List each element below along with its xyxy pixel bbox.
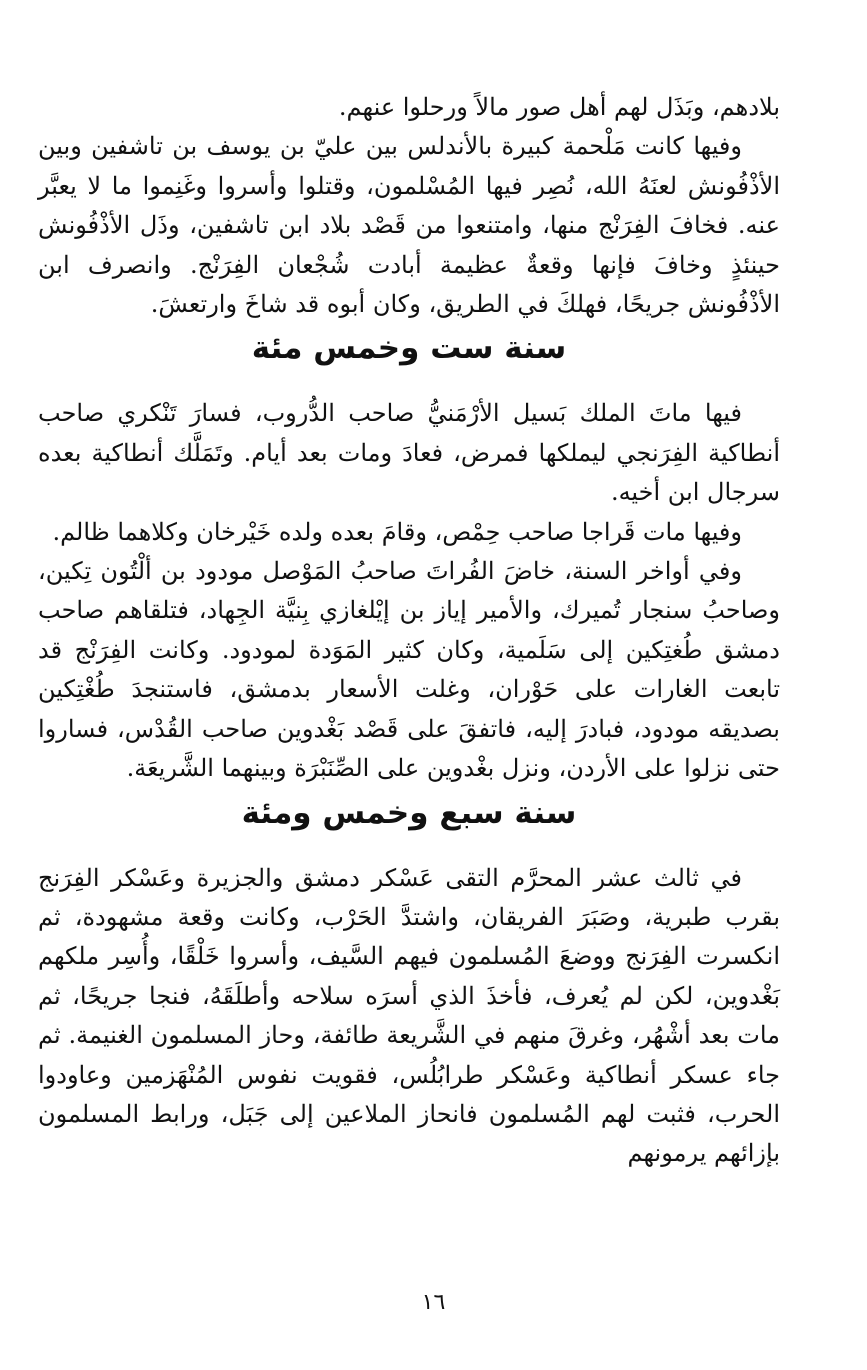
paragraph-basil-death: فيها ماتَ الملك بَسيل الأرْمَنيُّ صاحب الدُّروب، فسارَ تَنْكري صاحب أنطاكية الفِرَنجي ليملكها فمرض، فعادَ ومات بعد أيام. وتَمَلَّك أنطاكية بعده سرجال ابن أخيه. bbox=[38, 399, 780, 507]
page-body bbox=[38, 88, 780, 1174]
page-number: ١٦ bbox=[421, 1290, 446, 1315]
paragraph-tiberias-battle: في ثالث عشر المحرَّم التقى عَسْكر دمشق والجزيرة وعَسْكر الفِرَنج بقرب طبرية، وصَبَرَ الفريقان، واشتدَّ الحَرْب، وكانت وقعة مشهودة، ثم انكسرت الفِرَنج ووضعَ المُسلمون فيهم السَّيف، وأسروا خَلْقًا، وأُسِر ملكهم بَغْدوين، لكن لم يُعرف، فأخذَ الذي أسرَه سلاحه وأطلَقَهُ، فنجا جريحًا، ثم مات بعد أشْهُر، وغرقَ منهم في الشَّريعة طائفة، وحاز المسلمون الغنيمة. ثم جاء عسكر أنطاكية وعَسْكر طرابُلُس، فقويت نفوس المُنْهَزمين وعاودوا الحرب، فثبت لهم المُسلمون فانحاز الملاعين إلى جَبَل، ورابط المسلمون بإزائهم يرمونهم bbox=[38, 863, 780, 1168]
paragraph-andalus-battle: وفيها كانت مَلْحمة كبيرة بالأندلس بين عليّ بن يوسف بن تاشفين وبين الأذْفُونش لعنَهُ الله، نُصِر فيها المُسْلمون، وقتلوا وأسروا وغَنِموا ما لا يعبَّر عنه. فخافَ الفِرَنْج منها، وامتنعوا من قَصْد بلاد ابن تاشفين، وذَل الأذْفُونش حينئذٍ وخافَ فإنها وقعةٌ عظيمة أبادت شُجْعان الفِرَنْج. وانصرف ابن الأذْفُونش جريحًا، فهلكَ في الطريق، وكان أبوه قد شاخَ وارتعشَ. bbox=[38, 132, 780, 319]
section-heading-507: سنة سبع وخمس ومئة bbox=[241, 794, 577, 831]
paragraph-mawdud-campaign: وفي أواخر السنة، خاضَ الفُراتَ صاحبُ المَوْصل مودود بن ألْتُون تِكين، وصاحبُ سنجار تُميرك، والأمير إياز بن إيْلغازي بِنيَّة الجِهاد، فتلقاهم صاحب دمشق طُغتِكين إلى سَلَمية، وكان كثير المَوَدة لمودود. وكانت الفِرَنْج قد تابعت الغارات على حَوْران، وغلت الأسعار بدمشق، فاستنجدَ طُغْتِكين بصديقه مودود، فبادرَ إليه، فاتفقَ على قَصْد بَغْدوين صاحب القُدْس، فساروا حتى نزلوا على الأردن، ونزل بغْدوين على الصِّنَبْرَة وبينهما الشَّريعَة. bbox=[38, 557, 780, 783]
paragraph-qaraja-death: وفيها مات قَراجا صاحب حِمْص، وقامَ بعده ولده خَيْرخان وكلاهما ظالم. bbox=[52, 517, 742, 546]
paragraph-continuation: بلادهم، وبَذَل لهم أهل صور مالاً ورحلوا عنهم. bbox=[338, 93, 780, 121]
section-heading-506: سنة ست وخمس مئة bbox=[251, 330, 567, 367]
